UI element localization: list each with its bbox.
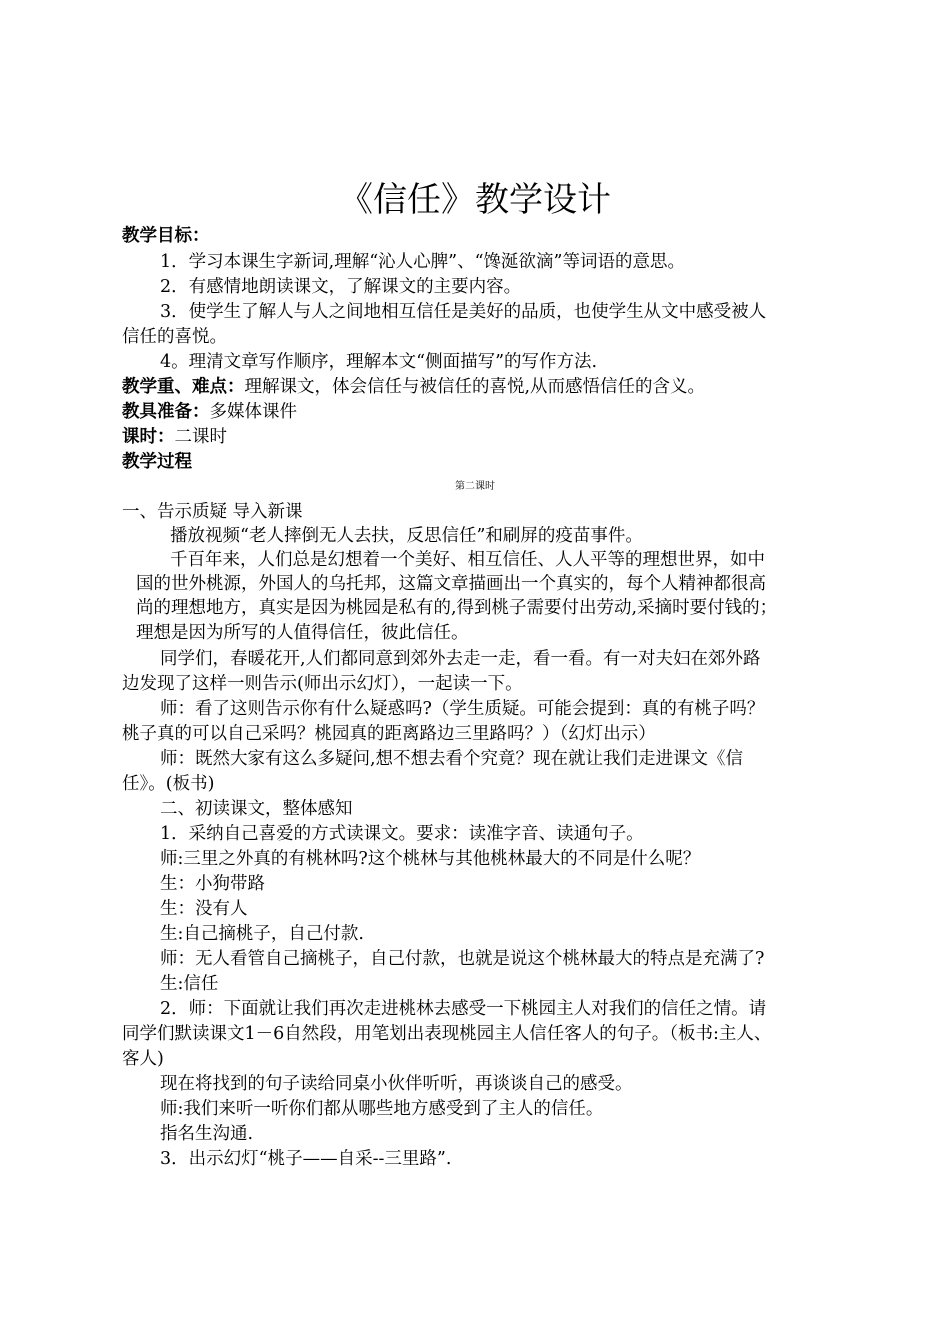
paragraph-11: 师：无人看管自己摘桃子，自己付款，也就是说这个桃林最大的特点是充满了?	[160, 949, 765, 969]
paragraph-4-line-1: 师：看了这则告示你有什么疑惑吗?（学生质疑。可能会提到：真的有桃子吗？	[160, 699, 765, 719]
paragraph-14: 现在将找到的句子读给同桌小伙伴听听，再谈谈自己的感受。	[160, 1074, 633, 1094]
tools-text: 多媒体课件	[209, 402, 297, 422]
paragraph-13-line-2: 同学们默读课文1－6自然段，用笔划出表现桃园主人信任客人的句子。（板书:主人、	[122, 1024, 772, 1044]
paragraph-6: 1．采纳自己喜爱的方式读课文。要求：读准字音、读通句子。	[160, 824, 644, 844]
paragraph-16: 指名生沟通.	[160, 1124, 254, 1144]
paragraph-17: 3．出示幻灯“桃子——自采--三里路”.	[160, 1149, 452, 1169]
key-points-text: 理解课文，体会信任与被信任的喜悦,从而感悟信任的含义。	[244, 377, 706, 397]
paragraph-2-line-2: 国的世外桃源，外国人的乌托邦，这篇文章描画出一个真实的，每个人精神都很高	[136, 574, 766, 594]
paragraph-5-line-2: 任》。(板书)	[122, 774, 215, 794]
goal-1: 1．学习本课生字新词,理解“沁人心脾”、“馋涎欲滴”等词语的意思。	[160, 252, 685, 272]
section-1-heading: 一、告示质疑 导入新课	[122, 502, 303, 522]
key-points-label: 教学重、难点：	[122, 377, 245, 397]
goal-3-line-2: 信任的喜悦。	[122, 327, 227, 347]
paragraph-10: 生:自己摘桃子，自己付款.	[160, 924, 364, 944]
paragraph-12: 生:信任	[160, 974, 219, 994]
goal-3-line-1: 3．使学生了解人与人之间地相互信任是美好的品质，也使学生从文中感受被人	[160, 302, 767, 322]
hours-text: 二课时	[174, 427, 227, 447]
paragraph-2-line-1: 千百年来，人们总是幻想着一个美好、相互信任、人人平等的理想世界，如中	[170, 550, 765, 570]
tools-line	[122, 400, 297, 424]
goal-4: 4。理清文章写作顺序，理解本文“侧面描写”的写作方法.	[160, 352, 598, 372]
paragraph-2-line-4: 理想是因为所写的人值得信任，彼此信任。	[136, 623, 469, 643]
paragraph-1: 播放视频“老人摔倒无人去扶，反思信任”和刷屏的疫苗事件。	[170, 526, 643, 546]
paragraph-4-line-2: 桃子真的可以自己采吗？桃园真的距离路边三里路吗？）（幻灯出示）	[122, 724, 656, 744]
paragraph-15: 师:我们来听一听你们都从哪些地方感受到了主人的信任。	[160, 1099, 604, 1119]
process-heading: 教学过程	[122, 452, 192, 472]
paragraph-5-line-1: 师：既然大家有这么多疑问,想不想去看个究竟？现在就让我们走进课文《信	[160, 749, 744, 769]
hours-line	[122, 425, 227, 449]
lesson-heading: 第二课时	[455, 481, 495, 492]
paragraph-13-line-3: 客人)	[122, 1049, 164, 1069]
paragraph-8: 生：小狗带路	[160, 874, 265, 894]
goals-heading: 教学目标：	[122, 226, 210, 246]
section-2-heading: 二、初读课文，整体感知	[160, 799, 353, 819]
page-title: 《信任》教学设计	[339, 180, 611, 220]
paragraph-13-line-1: 2．师：下面就让我们再次走进桃林去感受一下桃园主人对我们的信任之情。请	[160, 999, 767, 1019]
key-points-line	[122, 375, 705, 399]
paragraph-9: 生：没有人	[160, 899, 248, 919]
hours-label: 课时：	[122, 427, 175, 447]
paragraph-7: 师:三里之外真的有桃林吗?这个桃林与其他桃林最大的不同是什么呢？	[160, 849, 701, 869]
paragraph-3-line-2: 边发现了这样一则告示(师出示幻灯），一起读一下。	[122, 674, 523, 694]
goal-2: 2．有感情地朗读课文，了解课文的主要内容。	[160, 277, 522, 297]
tools-label: 教具准备：	[122, 402, 210, 422]
paragraph-2-line-3: 尚的理想地方，真实是因为桃园是私有的,得到桃子需要付出劳动,采摘时要付钱的；	[136, 598, 778, 618]
paragraph-3-line-1: 同学们，春暖花开,人们都同意到郊外去走一走，看一看。有一对夫妇在郊外路	[160, 649, 761, 669]
